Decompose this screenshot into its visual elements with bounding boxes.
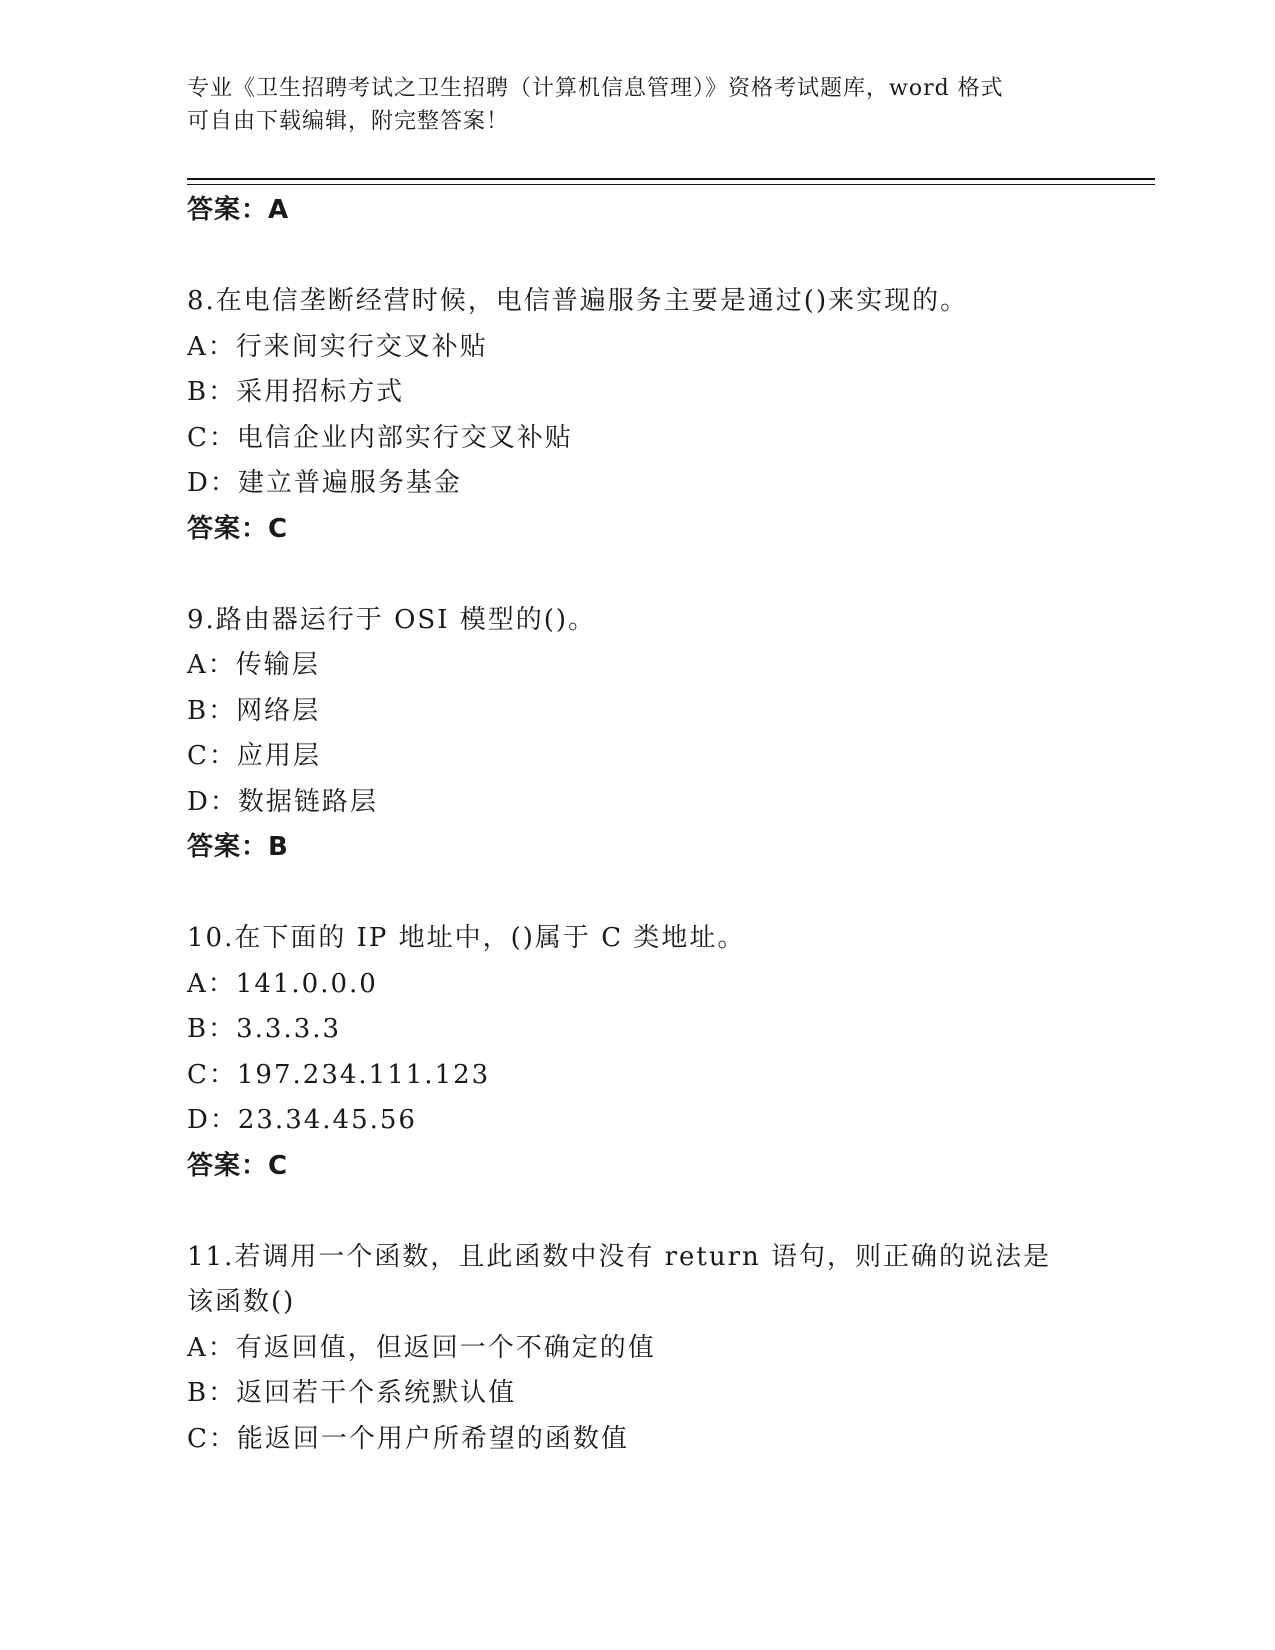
answer-line: 答案：C	[187, 1150, 289, 1181]
option-b: B：采用招标方式	[187, 377, 405, 407]
question-8	[187, 279, 1087, 552]
header-line-2: 可自由下载编辑，附完整答案！	[187, 109, 510, 134]
question-stem-line-2: 该函数()	[187, 1287, 296, 1317]
option-c: C：应用层	[187, 741, 321, 771]
option-a: A：传输层	[187, 650, 320, 680]
answer-line: 答案：A	[187, 195, 290, 225]
spacer	[187, 552, 1087, 598]
option-a: A：141.0.0.0	[187, 968, 378, 999]
header-rule-thick	[187, 178, 1155, 180]
header-rule-thin	[187, 184, 1155, 185]
spacer	[187, 1189, 1087, 1235]
question-stem: 8.在电信垄断经营时候，电信普遍服务主要是通过()来实现的。	[187, 286, 969, 316]
option-b: B：网络层	[187, 695, 321, 726]
answer-line: 答案：B	[187, 832, 289, 862]
question-content	[187, 188, 1087, 1462]
option-a: A：行来间实行交叉补贴	[187, 331, 488, 362]
question-9	[187, 598, 1087, 871]
option-d: D：23.34.45.56	[187, 1105, 417, 1135]
question-stem: 9.路由器运行于 OSI 模型的()。	[187, 604, 597, 635]
question-stem-line-1: 11.若调用一个函数，且此函数中没有 return 语句，则正确的说法是	[187, 1241, 1052, 1272]
option-c: C：能返回一个用户所希望的函数值	[187, 1423, 629, 1454]
page-header	[187, 72, 1087, 138]
question-stem: 10.在下面的 IP 地址中，()属于 C 类地址。	[187, 923, 746, 953]
header-line-1: 专业《卫生招聘考试之卫生招聘（计算机信息管理）》资格考试题库，word 格式	[187, 76, 1004, 101]
option-c: C：197.234.111.123	[187, 1059, 491, 1090]
question-10	[187, 916, 1087, 1189]
question-11	[187, 1235, 1087, 1463]
option-c: C：电信企业内部实行交叉补贴	[187, 422, 573, 453]
option-b: B：3.3.3.3	[187, 1014, 342, 1044]
answer-line: 答案：C	[187, 513, 289, 544]
option-d: D：建立普遍服务基金	[187, 468, 462, 498]
option-a: A：有返回值，但返回一个不确定的值	[187, 1332, 656, 1363]
spacer	[187, 234, 1087, 280]
spacer	[187, 871, 1087, 917]
option-d: D：数据链路层	[187, 786, 378, 817]
option-b: B：返回若干个系统默认值	[187, 1378, 517, 1408]
